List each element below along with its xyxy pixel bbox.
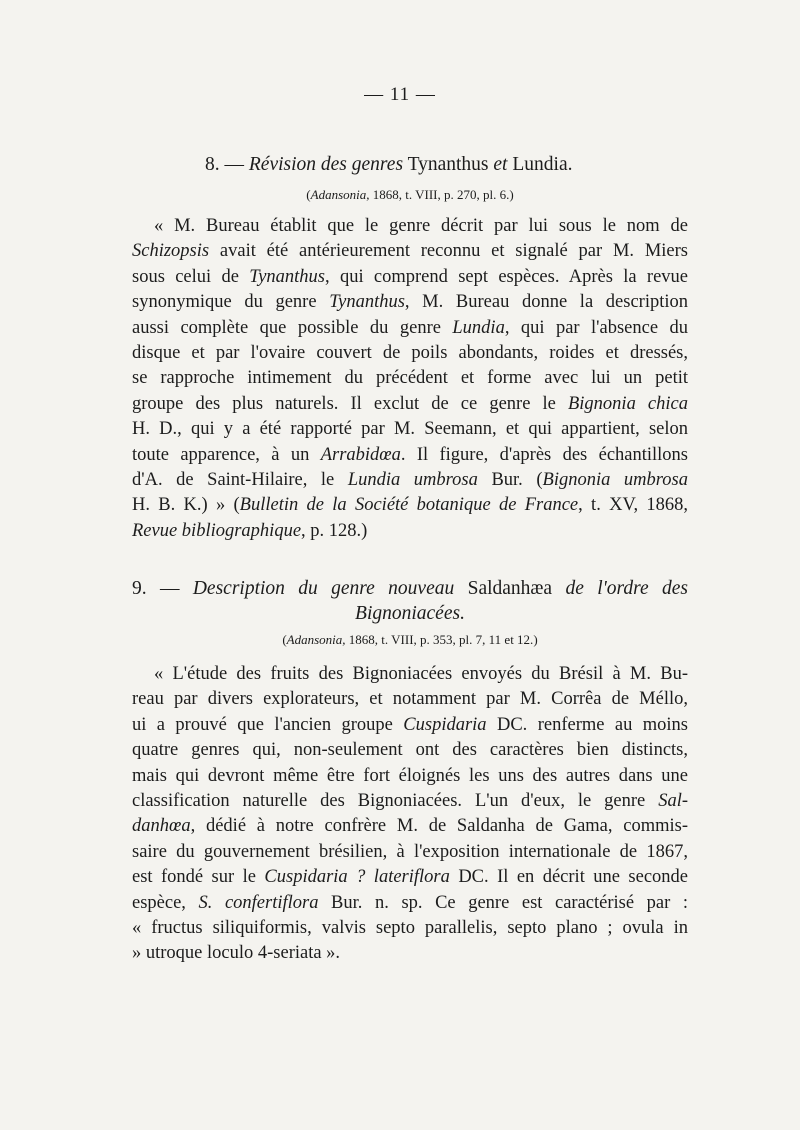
section-9-heading [132, 576, 688, 602]
section-9-paragraph-text: » utroque loculo 4-seriata ». [132, 943, 341, 964]
section-9-paragraph-line [132, 764, 688, 789]
section-9-paragraph-line [132, 941, 688, 966]
section-8-paragraph-italic-text: Revue bibliographique [132, 520, 302, 541]
section-8-paragraph-line [132, 265, 688, 290]
section-8-paragraph-text: aussi complète que possible du genre [132, 317, 453, 338]
section-8-paragraph-text: sous celui de [132, 266, 250, 287]
section-9-paragraph-line [132, 789, 688, 814]
section-9-paragraph-line [132, 662, 688, 687]
section-9-paragraph-text: « fructus siliquiformis, valvis septo parallelis, septo plano ; ovula in [132, 918, 688, 939]
section-8-paragraph-italic-text: Bignonia umbrosa [542, 470, 688, 491]
section-8-paragraph-line [132, 443, 688, 468]
section-8-paragraph-text: Bur. ( [477, 470, 543, 491]
section-8-paragraph-line [132, 468, 688, 493]
section-8-paragraph-line [132, 214, 688, 239]
section-8-paragraph-text: « M. Bureau établit que le genre décrit par lui sous le nom de [154, 216, 688, 236]
section-8-paragraph-line [132, 493, 688, 518]
section-8-paragraph [132, 214, 688, 544]
section-8-paragraph-italic-text: Bulletin de la Société botanique de France [239, 495, 579, 516]
section-9-paragraph-text: ui a prouvé que l'ancien groupe [132, 714, 404, 735]
section-8-paragraph-italic-text: Lundia [452, 317, 505, 338]
section-8-citation: (Adansonia, 1868, t. VIII, p. 270, pl. 6.) [306, 187, 514, 202]
section-8-title-italic: Révision des genres [248, 154, 404, 175]
section-8-citation-journal: Adansonia, [310, 187, 370, 202]
section-8-paragraph-line [132, 239, 688, 264]
section-8-paragraph-text: d'A. de Saint-Hilaire, le [132, 470, 348, 491]
section-9-paragraph-text: espèce, [132, 892, 199, 913]
section-9-paragraph-line [132, 840, 688, 865]
section-8-paragraph-italic-text: Arrabidœa [320, 444, 401, 465]
section-9-paragraph [132, 662, 688, 967]
section-9-paragraph-line [132, 713, 688, 738]
section-8-paragraph-line [132, 417, 688, 442]
section-9-paragraph-line [132, 865, 688, 890]
section-9-paragraph-italic-text: Cuspidaria ? lateriflora [264, 867, 450, 888]
section-8-paragraph-text: H. B. K.) » ( [132, 495, 240, 516]
section-8-paragraph-text: , t. XV, 1868, [578, 495, 688, 516]
section-9-title-italic-3: Bignoniacées. [355, 603, 465, 624]
section-9-paragraph-text: Bur. n. sp. Ce genre est caractérisé par : [318, 892, 688, 913]
section-8-paragraph-italic-text: Lundia umbrosa [347, 470, 478, 491]
section-8-paragraph-text: se rapproche intimement du précédent et forme avec lui un petit [132, 368, 688, 389]
section-8-citation-details: 1868, t. VIII, p. 270, pl. 6. [372, 187, 510, 202]
section-9-paragraph-italic-text: danhœa [132, 816, 191, 837]
section-9-paragraph-text: classification naturelle des Bignoniacées. L'un d'eux, le genre [132, 791, 659, 812]
section-8-paragraph-italic-text: Schizopsis [132, 241, 210, 262]
section-8-paragraph-text: disque et par l'ovaire couvert de poils abondants, roides et dressés, [132, 343, 688, 364]
section-9-paragraph-text: est fondé sur le [132, 867, 265, 888]
section-8-paragraph-italic-text: Tynanthus [329, 292, 405, 313]
section-8-number: 8. — [205, 154, 244, 175]
section-8-paragraph-line [132, 290, 688, 315]
section-8-paragraph-line [132, 366, 688, 391]
section-9-paragraph-text: DC. renferme au moins [486, 714, 688, 735]
section-8-paragraph-text: , M. Bureau donne la description [404, 292, 689, 313]
section-9-paragraph-text: « L'étude des fruits des Bignoniacées envoyés du Brésil à M. Bu- [154, 664, 688, 684]
section-9-citation-journal: Adansonia, [286, 632, 346, 647]
section-8-paragraph-text: avait été antérieurement reconnu et signalé par M. Miers [209, 241, 688, 262]
section-8-paragraph-text: , qui par l'absence du [504, 317, 688, 338]
section-8-paragraph-text: , p. 128.) [301, 520, 368, 541]
section-9-number: 9. — [132, 578, 180, 599]
section-9-heading-line-2 [132, 601, 688, 627]
section-8-paragraph-text: toute apparence, à un [132, 444, 321, 465]
section-9-paragraph-italic-text: Sal- [658, 791, 688, 812]
section-8-paragraph-italic-text: Bignonia chica [567, 393, 688, 414]
section-8-paragraph-text: , qui comprend sept espèces. Après la revue [325, 266, 688, 287]
section-9-title-italic-1: Description du genre nouveau [192, 578, 455, 599]
section-9-paragraph-text: DC. Il en décrit une seconde [449, 867, 689, 888]
section-9-paragraph-line [132, 738, 688, 763]
section-8-paragraph-text: H. D., qui y a été rapporté par M. Seemann, et qui appartient, selon [132, 419, 688, 440]
section-9-citation: (Adansonia, 1868, t. VIII, p. 353, pl. 7, 11 et 12.) [282, 632, 538, 647]
section-9-paragraph-line [132, 916, 688, 941]
section-9-genus: Saldanhæa [467, 578, 553, 599]
section-8-paragraph-text: synonymique du genre [132, 292, 330, 313]
section-8-paragraph-text: . Il figure, d'après des échantillons [400, 444, 688, 465]
section-9-paragraph-text: quatre genres qui, non-seulement ont des caractères bien distincts, [132, 740, 688, 761]
section-8-paragraph-line [132, 341, 688, 366]
page-number: — 11 — [364, 84, 436, 105]
section-8-paragraph-italic-text: Tynanthus [249, 266, 325, 287]
section-8-title-et: et [493, 154, 508, 175]
section-9-paragraph-line [132, 891, 688, 916]
section-9-paragraph-text: saire du gouvernement brésilien, à l'exposition internationale de 1867, [132, 841, 688, 862]
section-9-paragraph-line [132, 814, 688, 839]
section-8-paragraph-line [132, 519, 688, 544]
section-9-paragraph-text: reau par divers explorateurs, et notamment par M. Corrêa de Méllo, [132, 689, 688, 710]
section-9-paragraph-italic-text: Cuspidaria [403, 714, 487, 735]
section-9-paragraph-line [132, 687, 688, 712]
section-9-paragraph-text: mais qui devront même être fort éloignés les uns des autres dans une [132, 765, 688, 786]
section-8-genus-2: Lundia. [512, 154, 573, 175]
section-8-paragraph-text: groupe des plus naturels. Il exclut de ce genre le [132, 393, 568, 414]
section-9-title-italic-2: de l'ordre des [565, 578, 689, 599]
section-8-paragraph-line [132, 316, 688, 341]
section-9-citation-details: 1868, t. VIII, p. 353, pl. 7, 11 et 12. [348, 632, 534, 647]
section-9-paragraph-text: , dédié à notre confrère M. de Saldanha de Gama, commis- [190, 816, 688, 837]
section-9-paragraph-italic-text: S. confertiflora [198, 892, 319, 913]
section-8-genus-1: Tynanthus [407, 154, 489, 175]
section-8-paragraph-line [132, 392, 688, 417]
section-8-heading [205, 152, 625, 178]
